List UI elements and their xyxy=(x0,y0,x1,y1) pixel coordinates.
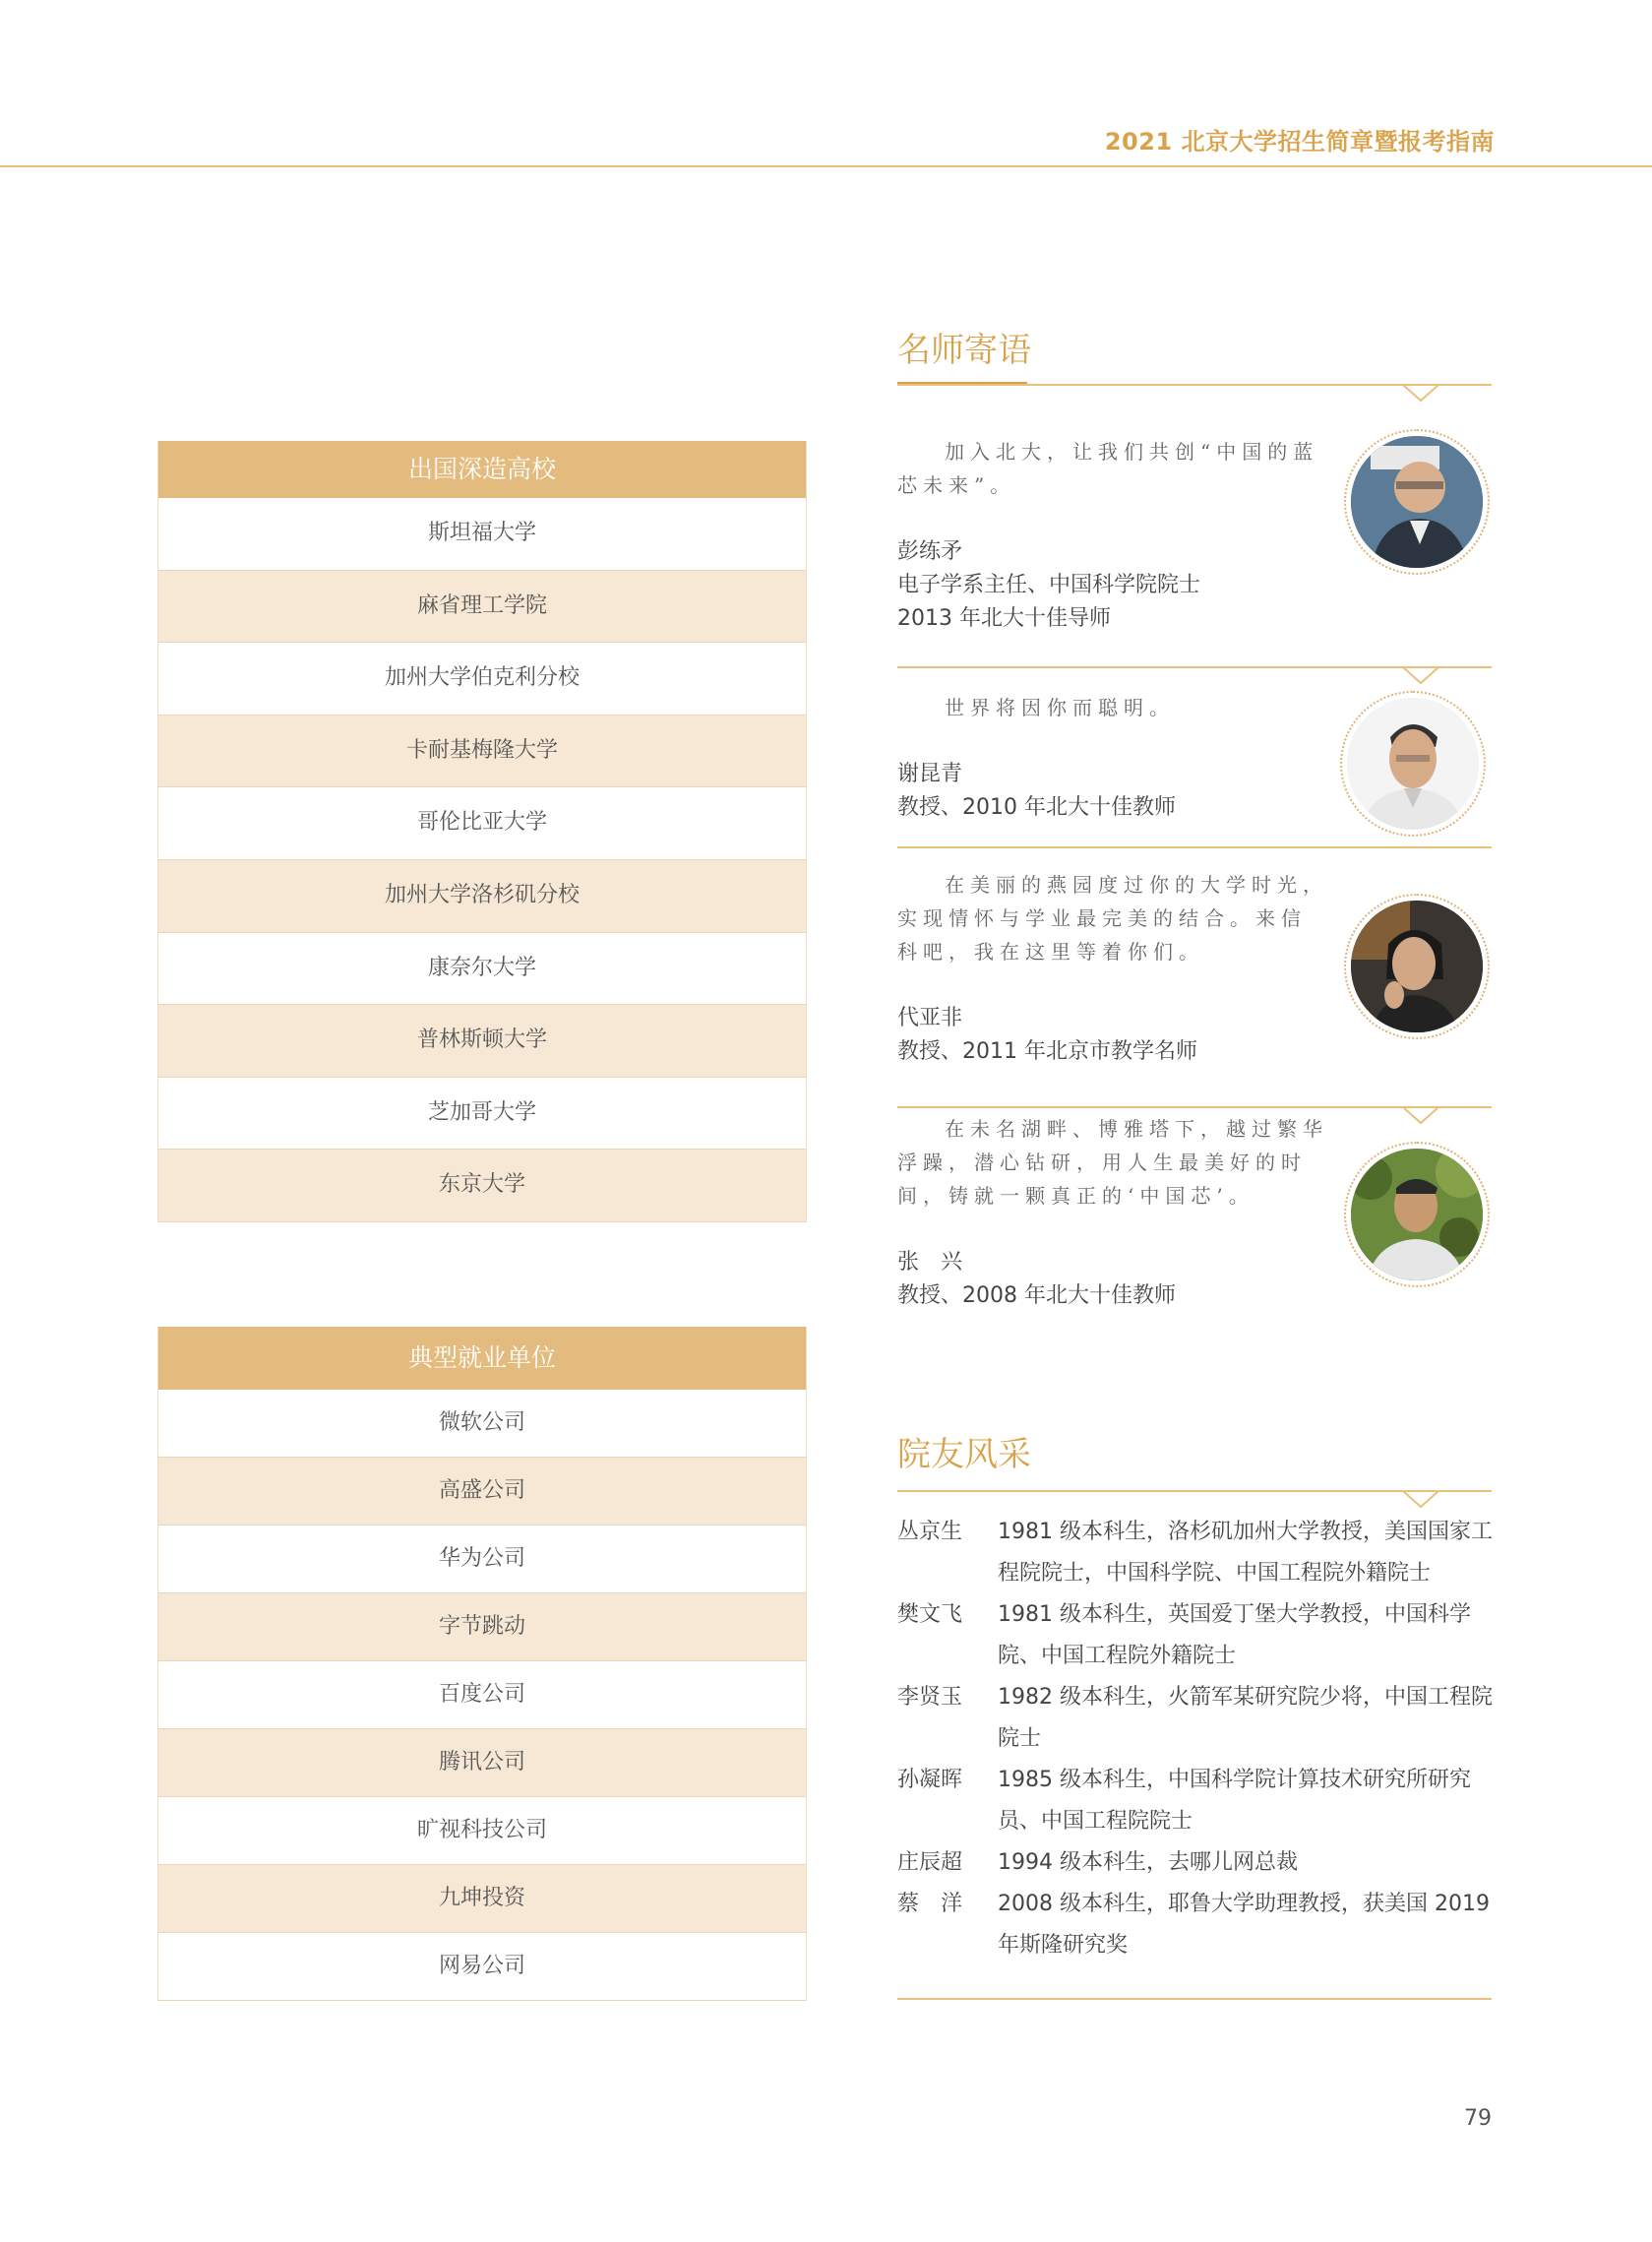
teacher-title: 2013 年北大十佳导师 xyxy=(897,606,1111,631)
teacher-title: 教授、2008 年北大十佳教师 xyxy=(897,1283,1176,1308)
alumni-desc: 1981 级本科生，洛杉矶加州大学教授，美国国家工程院院士，中国科学院、中国工程院外籍院士 xyxy=(998,1520,1493,1586)
page-number: 79 xyxy=(1464,2106,1492,2131)
teacher-quote: 加入北大，让我们共创“中国的蓝芯未来”。 xyxy=(897,440,1319,497)
schools-table-header: 出国深造高校 xyxy=(158,441,806,498)
table-row: 微软公司 xyxy=(158,1390,806,1458)
alumni-desc: 1985 级本科生，中国科学院计算技术研究所研究员、中国工程院院士 xyxy=(998,1768,1471,1834)
divider-notch xyxy=(1401,1106,1440,1126)
alumni-section-title: 院友风采 xyxy=(897,1435,1031,1474)
teacher-title: 教授、2011 年北京市教学名师 xyxy=(897,1039,1197,1064)
alumni-name: 孙凝晖 xyxy=(897,1768,963,1792)
table-row: 加州大学伯克利分校 xyxy=(158,643,806,716)
alumni-name: 蔡 洋 xyxy=(897,1892,963,1916)
table-row: 康奈尔大学 xyxy=(158,933,806,1006)
table-row: 高盛公司 xyxy=(158,1458,806,1526)
employers-table-header: 典型就业单位 xyxy=(158,1327,806,1390)
table-row: 加州大学洛杉矶分校 xyxy=(158,860,806,933)
teacher-quote: 世界将因你而聪明。 xyxy=(945,696,1175,719)
table-row: 字节跳动 xyxy=(158,1593,806,1661)
person-photo-icon xyxy=(1351,436,1483,568)
divider xyxy=(897,846,1492,848)
avatar xyxy=(1344,429,1490,575)
alumni-list xyxy=(897,1512,1498,1966)
teacher-title: 教授、2010 年北大十佳教师 xyxy=(897,795,1176,820)
schools-table xyxy=(157,441,807,1222)
divider xyxy=(897,1998,1492,2000)
header-title: 2021 北京大学招生简章暨报考指南 xyxy=(1104,128,1495,156)
alumni-desc: 1994 级本科生，去哪儿网总裁 xyxy=(998,1850,1298,1875)
person-photo-icon xyxy=(1347,698,1479,830)
person-photo-icon xyxy=(1351,901,1483,1032)
table-row: 卡耐基梅隆大学 xyxy=(158,716,806,788)
list-item xyxy=(897,1594,1498,1677)
table-row: 麻省理工学院 xyxy=(158,571,806,644)
alumni-name: 樊文飞 xyxy=(897,1602,963,1627)
alumni-desc: 1982 级本科生，火箭军某研究院少将，中国工程院院士 xyxy=(998,1685,1493,1751)
teacher-name: 张 兴 xyxy=(897,1250,963,1275)
divider-notch xyxy=(1401,1490,1440,1510)
alumni-name: 李贤玉 xyxy=(897,1685,963,1710)
table-row: 网易公司 xyxy=(158,1933,806,2001)
avatar xyxy=(1344,1142,1490,1287)
table-row: 哥伦比亚大学 xyxy=(158,787,806,860)
table-row: 芝加哥大学 xyxy=(158,1078,806,1151)
teacher-title: 电子学系主任、中国科学院院士 xyxy=(897,573,1201,597)
teacher-quote: 在美丽的燕园度过你的大学时光，实现情怀与学业最完美的结合。来信科吧，我在这里等着你们。 xyxy=(897,873,1328,964)
table-row: 普林斯顿大学 xyxy=(158,1005,806,1078)
teacher-name: 谢昆青 xyxy=(897,762,963,786)
table-row: 九坤投资 xyxy=(158,1865,806,1933)
list-item xyxy=(897,1760,1498,1842)
teachers-section-title: 名师寄语 xyxy=(897,331,1031,370)
divider-notch xyxy=(1401,384,1440,404)
list-item xyxy=(897,1512,1498,1594)
list-item xyxy=(897,1677,1498,1760)
alumni-name: 庄辰超 xyxy=(897,1850,963,1875)
teacher-quote: 在未名湖畔、博雅塔下，越过繁华浮躁，潜心钻研，用人生最美好的时间，铸就一颗真正的‘中国芯’。 xyxy=(897,1117,1328,1208)
alumni-desc: 2008 级本科生，耶鲁大学助理教授，获美国 2019 年斯隆研究奖 xyxy=(998,1892,1490,1958)
table-row: 旷视科技公司 xyxy=(158,1797,806,1865)
teacher-name: 代亚非 xyxy=(897,1006,963,1030)
header-rule xyxy=(0,165,1652,167)
divider-notch xyxy=(1401,666,1440,686)
alumni-name: 丛京生 xyxy=(897,1520,963,1544)
employers-table xyxy=(157,1327,807,2001)
person-photo-icon xyxy=(1351,1149,1483,1280)
avatar xyxy=(1340,691,1486,837)
table-row: 华为公司 xyxy=(158,1526,806,1593)
table-row: 斯坦福大学 xyxy=(158,498,806,571)
table-row: 东京大学 xyxy=(158,1150,806,1222)
table-row: 腾讯公司 xyxy=(158,1729,806,1797)
list-item xyxy=(897,1842,1498,1884)
teacher-name: 彭练矛 xyxy=(897,539,963,564)
table-row: 百度公司 xyxy=(158,1661,806,1729)
avatar xyxy=(1344,894,1490,1039)
list-item xyxy=(897,1884,1498,1966)
alumni-desc: 1981 级本科生，英国爱丁堡大学教授，中国科学院、中国工程院外籍院士 xyxy=(998,1602,1471,1668)
